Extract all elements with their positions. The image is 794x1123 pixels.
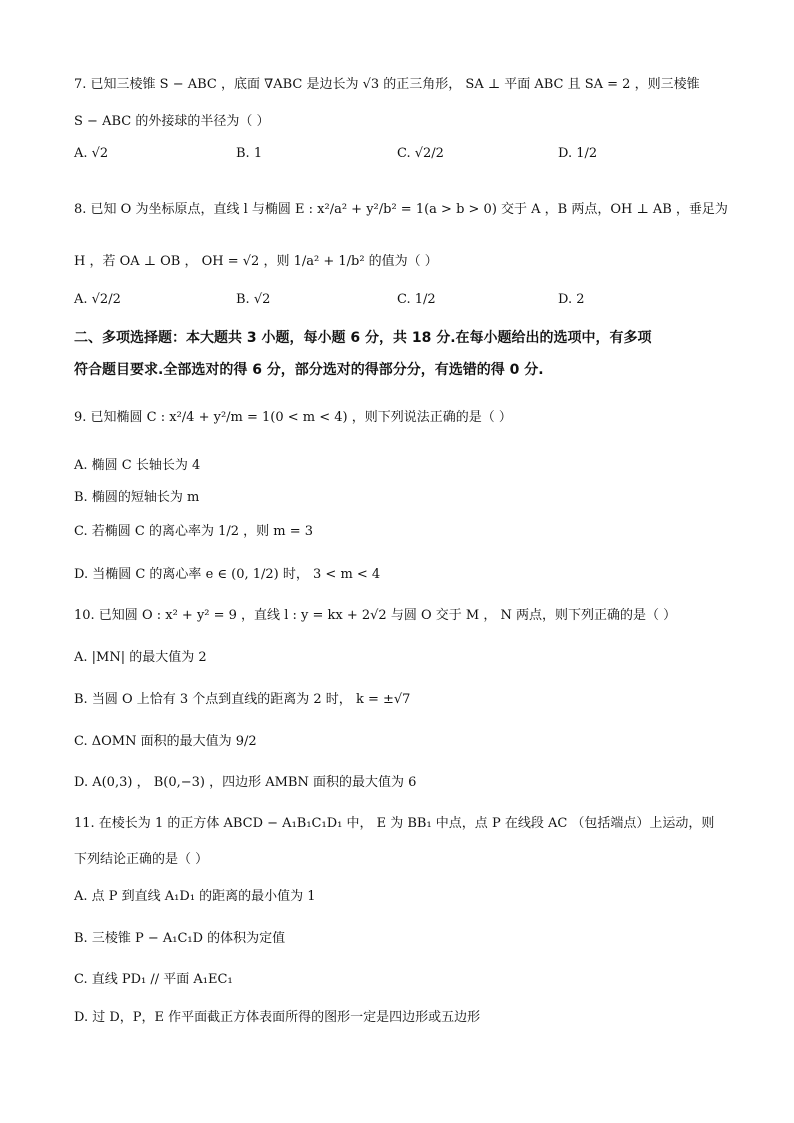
q11-option-b[interactable]: B. 三棱锥 P − A₁C₁D 的体积为定值 xyxy=(74,931,286,946)
q7-stem-line1 xyxy=(74,73,700,92)
q8-option-d[interactable]: D. 2 xyxy=(558,292,585,307)
q11-option-a[interactable]: A. 点 P 到直线 A₁D₁ 的距离的最小值为 1 xyxy=(74,889,316,904)
q9-stem: 9. 已知椭圆 C : x²/4 + y²/m = 1(0 < m < 4) ，则下列说法正确的是（ ） xyxy=(74,410,512,425)
q8-option-a[interactable]: A. √2/2 xyxy=(74,292,121,307)
q8-stem-line2-text: H ，若 OA ⊥ OB ， OH = √2 ，则 1/a² + 1/b² 的值为（ ） xyxy=(74,254,438,269)
q7-stem-line1-text: 7. 已知三棱锥 S − ABC ，底面 ∇ABC 是边长为 √3 的正三角形， SA ⊥ 平面 ABC 且 SA = 2 ，则三棱锥 xyxy=(74,77,700,92)
q8-option-c[interactable]: C. 1/2 xyxy=(397,292,436,307)
q7-option-a[interactable]: A. √2 xyxy=(74,146,109,161)
q10-stem: 10. 已知圆 O : x² + y² = 9 ，直线 l : y = kx + 2√2 与圆 O 交于 M ， N 两点，则下列正确的是（ ） xyxy=(74,608,677,623)
q10-option-a[interactable]: A. |MN| 的最大值为 2 xyxy=(74,650,207,665)
q9-option-b[interactable]: B. 椭圆的短轴长为 m xyxy=(74,490,200,505)
section2-heading-line2: 符合题目要求.全部选对的得 6 分，部分选对的得部分分，有选错的得 0 分. xyxy=(74,362,544,378)
q7-option-b[interactable]: B. 1 xyxy=(236,146,263,161)
q8-option-b[interactable]: B. √2 xyxy=(236,292,271,307)
q10-option-b[interactable]: B. 当圆 O 上恰有 3 个点到直线的距离为 2 时， k = ±√7 xyxy=(74,692,411,707)
q11-option-d[interactable]: D. 过 D，P，E 作平面截正方体表面所得的图形一定是四边形或五边形 xyxy=(74,1010,481,1025)
q7-stem-line2 xyxy=(74,110,269,129)
q10-option-c[interactable]: C. ΔOMN 面积的最大值为 9/2 xyxy=(74,734,257,749)
q8-stem-line1 xyxy=(74,198,728,217)
q9-option-a[interactable]: A. 椭圆 C 长轴长为 4 xyxy=(74,458,201,473)
q11-stem-line1: 11. 在棱长为 1 的正方体 ABCD − A₁B₁C₁D₁ 中， E 为 BB₁ 中点，点 P 在线段 AC （包括端点）上运动，则 xyxy=(74,816,715,831)
q8-stem-line1-text: 8. 已知 O 为坐标原点，直线 l 与椭圆 E : x²/a² + y²/b² = 1(a > b > 0) 交于 A ，B 两点，OH ⊥ AB ，垂足为 xyxy=(74,202,728,217)
q7-option-d[interactable]: D. 1/2 xyxy=(558,146,598,161)
q11-stem-line2: 下列结论正确的是（ ） xyxy=(74,852,209,867)
q7-option-c[interactable]: C. √2/2 xyxy=(397,146,444,161)
q9-option-d[interactable]: D. 当椭圆 C 的离心率 e ∈ (0, 1/2) 时， 3 < m < 4 xyxy=(74,567,381,582)
q8-stem-line2 xyxy=(74,250,438,269)
q9-option-c[interactable]: C. 若椭圆 C 的离心率为 1/2 ，则 m = 3 xyxy=(74,524,314,539)
section2-heading-line1: 二、多项选择题：本大题共 3 小题，每小题 6 分，共 18 分.在每小题给出的选项中，有多项 xyxy=(74,330,652,346)
q11-option-c[interactable]: C. 直线 PD₁ // 平面 A₁EC₁ xyxy=(74,972,233,987)
q7-stem-line2-text: S − ABC 的外接球的半径为（ ） xyxy=(74,114,270,129)
q10-option-d[interactable]: D. A(0,3) ， B(0,−3) ，四边形 AMBN 面积的最大值为 6 xyxy=(74,775,417,790)
